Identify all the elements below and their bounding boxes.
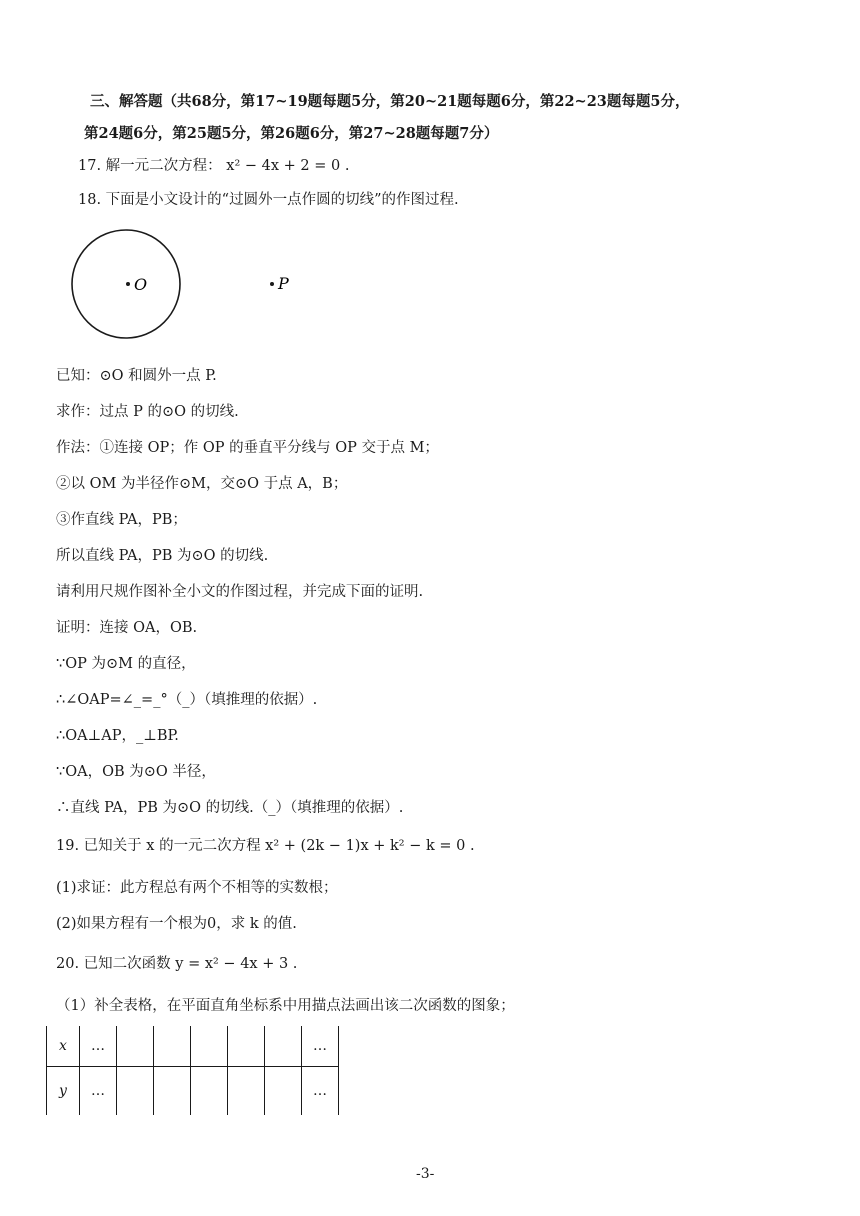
proof-line-5: ∴直线 PA，PB 为⊙O 的切线.（_）（填推理的依据）. xyxy=(56,800,404,816)
table-cell xyxy=(228,1026,265,1067)
table-cell xyxy=(191,1067,228,1116)
method-step-2: ②以 OM 为半径作⊙M，交⊙O 于点 A，B； xyxy=(56,476,348,492)
method-step-1: 作法：①连接 OP；作 OP 的垂直平分线与 OP 交于点 M； xyxy=(56,440,439,456)
table-row-y xyxy=(47,1067,339,1116)
table-cell xyxy=(117,1026,154,1067)
question-17: 17. 解一元二次方程： x² − 4x + 2 = 0 . xyxy=(78,158,350,174)
section-header-line-1: 三、解答题（共68分，第17~19题每题5分，第20~21题每题6分，第22~23题每题5分， xyxy=(90,93,690,110)
table-cell xyxy=(154,1026,191,1067)
table-cell xyxy=(265,1026,302,1067)
table-cell xyxy=(265,1067,302,1116)
proof-line-3: ∴OA⊥AP，_⊥BP. xyxy=(56,728,179,744)
center-point xyxy=(126,282,130,286)
center-label: O xyxy=(134,275,148,294)
question-19: 19. 已知关于 x 的一元二次方程 x² + (2k − 1)x + k² − k = 0 . xyxy=(56,838,475,854)
value-table xyxy=(46,1026,339,1115)
table-cell xyxy=(228,1067,265,1116)
circle-figure xyxy=(66,224,306,344)
table-cell xyxy=(117,1067,154,1116)
method-conclusion: 所以直线 PA，PB 为⊙O 的切线. xyxy=(56,548,269,564)
find-line: 求作：过点 P 的⊙O 的切线. xyxy=(56,404,239,420)
proof-line-4: ∵OA，OB 为⊙O 半径， xyxy=(56,764,216,780)
question-19-part-2: (2)如果方程有一个根为0，求 k 的值. xyxy=(56,916,297,932)
proof-line-2: ∴∠OAP=∠_=_°（_）（填推理的依据）. xyxy=(56,692,318,708)
page-number: -3- xyxy=(416,1166,435,1182)
table-cell: … xyxy=(302,1026,339,1067)
proof-line-1: ∵OP 为⊙M 的直径， xyxy=(56,656,196,672)
point-p-label: P xyxy=(278,274,289,293)
question-20: 20. 已知二次函数 y = x² − 4x + 3 . xyxy=(56,956,298,972)
table-cell: … xyxy=(80,1026,117,1067)
table-cell xyxy=(154,1067,191,1116)
table-cell xyxy=(191,1026,228,1067)
table-row-x xyxy=(47,1026,339,1067)
question-19-part-1: (1)求证：此方程总有两个不相等的实数根； xyxy=(56,880,338,896)
question-20-part-1: （1）补全表格，在平面直角坐标系中用描点法画出该二次函数的图象； xyxy=(56,998,515,1014)
proof-start: 证明：连接 OA，OB. xyxy=(56,620,198,636)
given-line: 已知：⊙O 和圆外一点 P. xyxy=(56,368,217,384)
row-label-x: x xyxy=(47,1026,80,1067)
table-cell: … xyxy=(80,1067,117,1116)
row-label-y: y xyxy=(47,1067,80,1116)
instruction-line: 请利用尺规作图补全小文的作图过程，并完成下面的证明. xyxy=(56,584,424,600)
section-header-line-2: 第24题6分，第25题5分，第26题6分，第27~28题每题7分） xyxy=(84,125,499,142)
question-18-intro: 18. 下面是小文设计的“过圆外一点作圆的切线”的作图过程. xyxy=(78,192,459,208)
table-cell: … xyxy=(302,1067,339,1116)
method-step-3: ③作直线 PA，PB； xyxy=(56,512,187,528)
point-p xyxy=(270,282,274,286)
